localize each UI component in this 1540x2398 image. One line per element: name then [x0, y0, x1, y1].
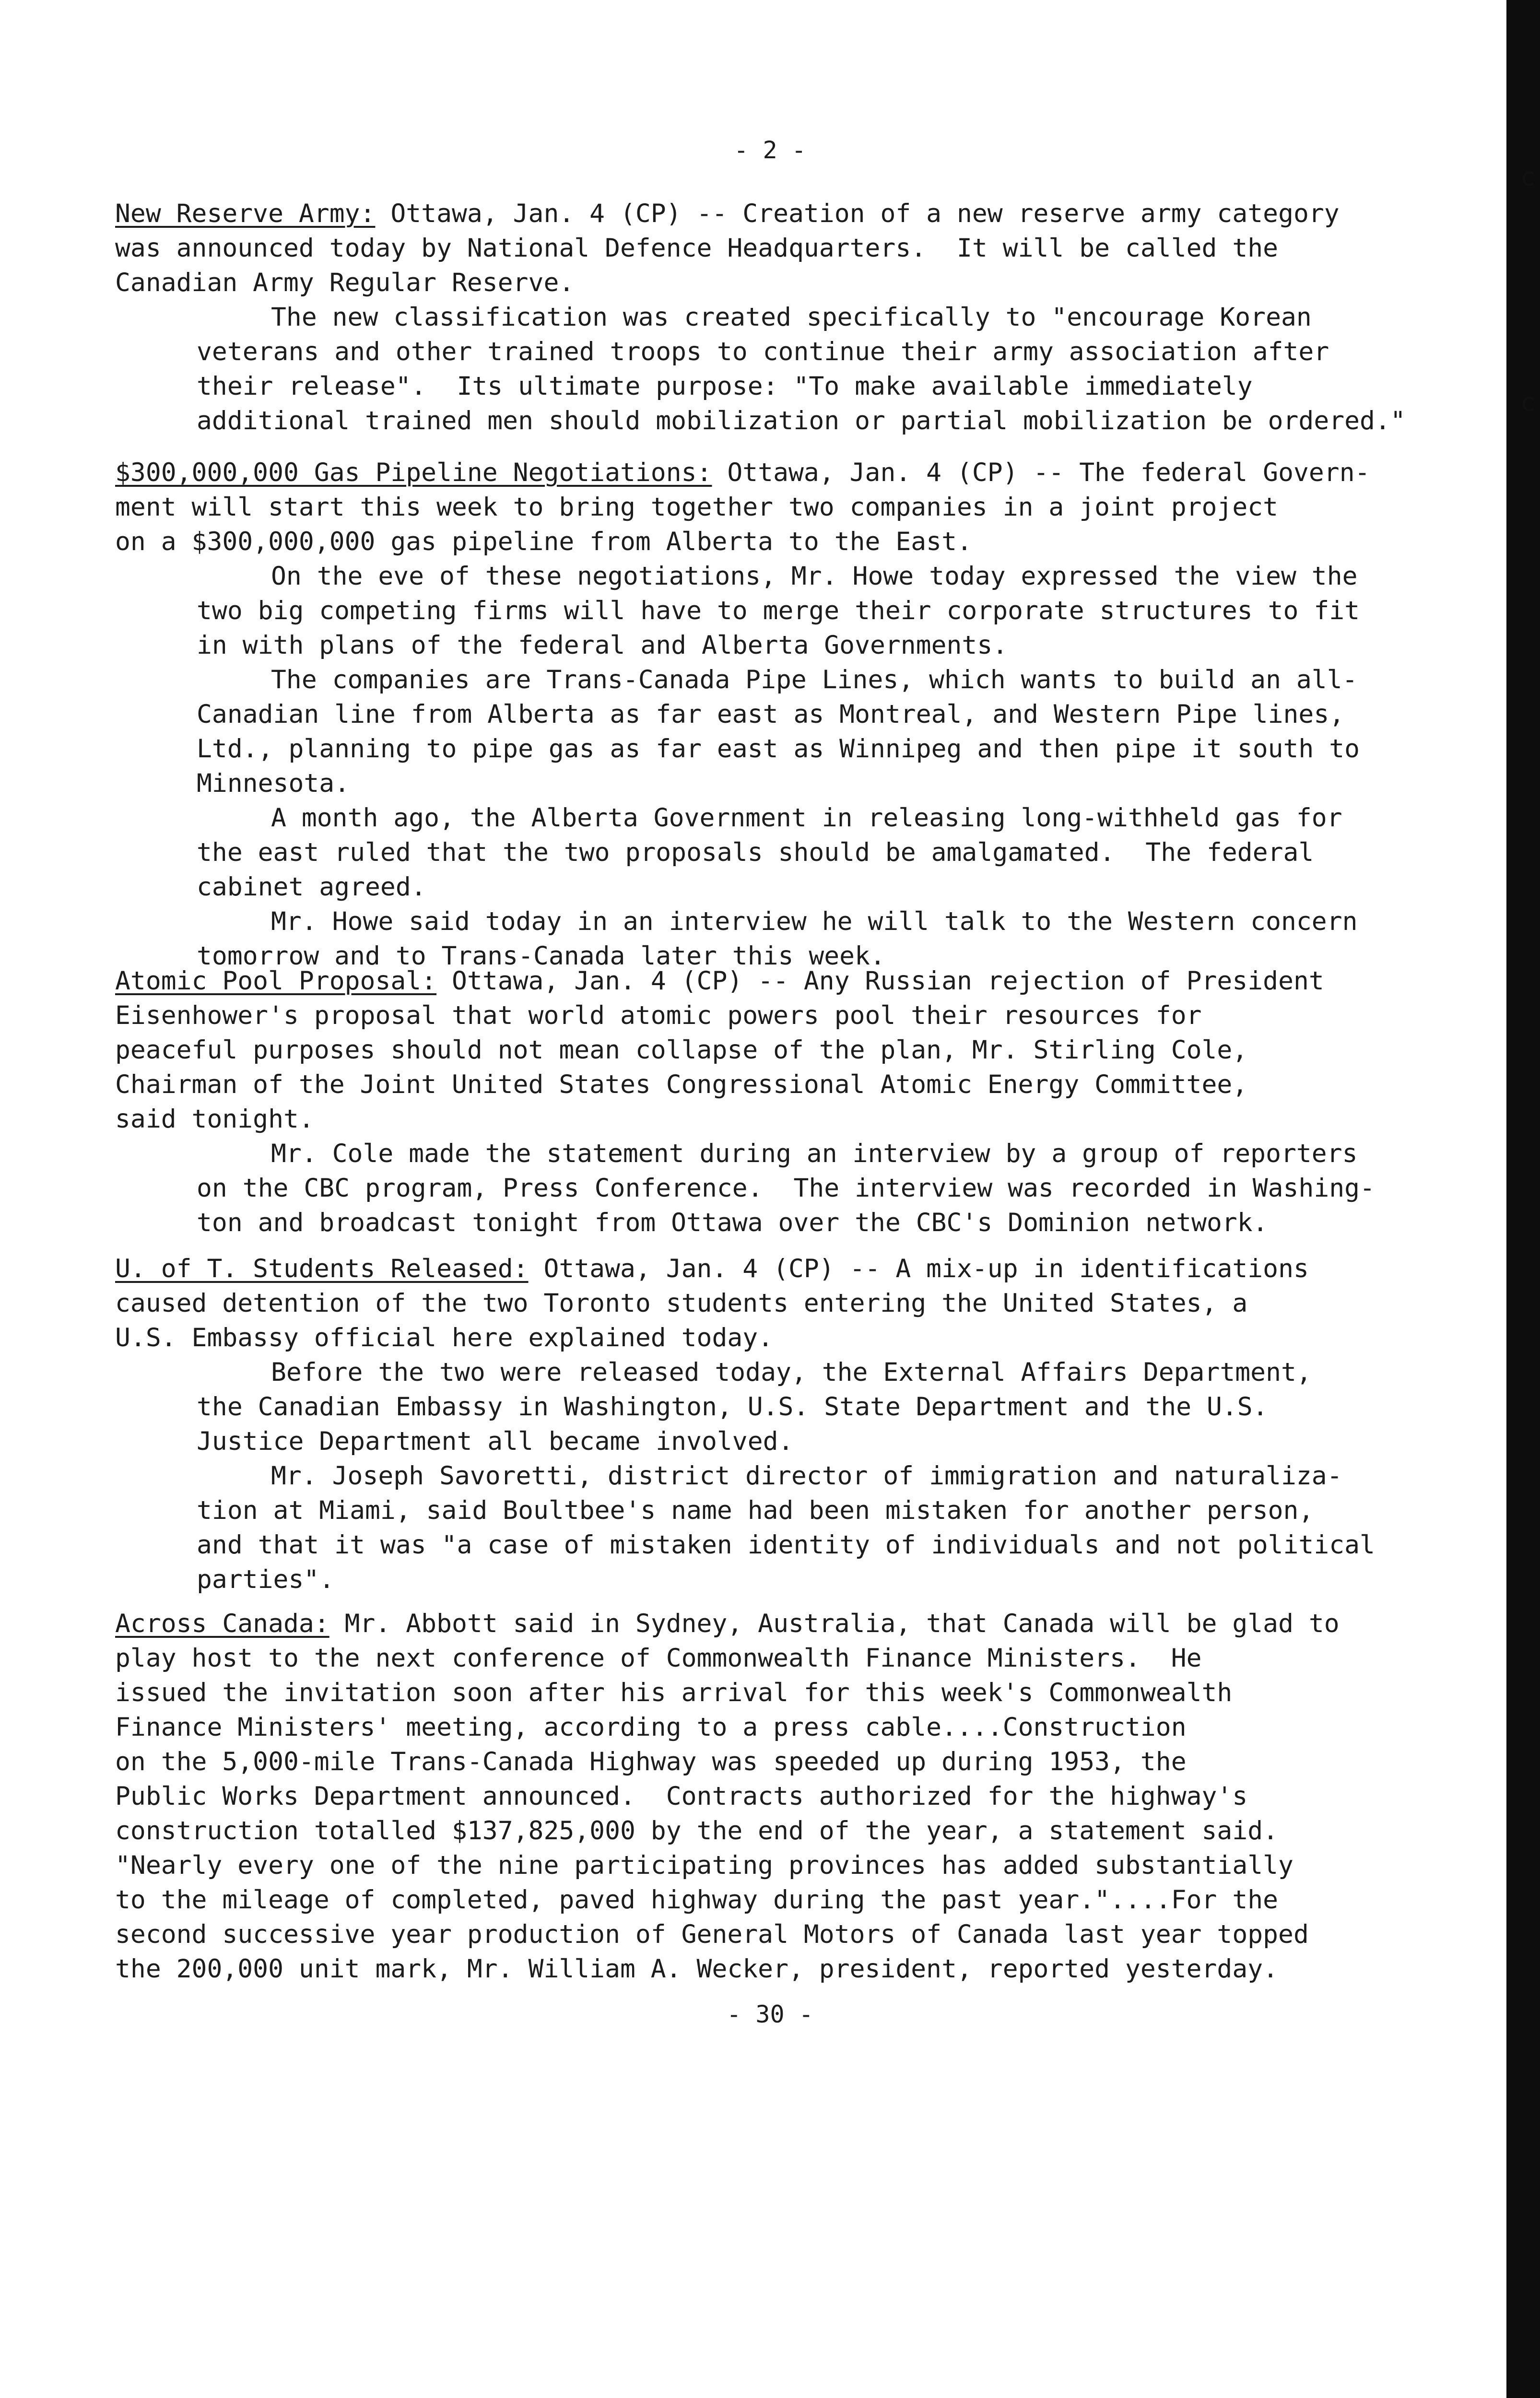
text-line: on the 5,000-mile Trans-Canada Highway was speeded up during 1953, the — [115, 1747, 1187, 1776]
article-paragraph — [115, 905, 1458, 974]
text-line: Public Works Department announced. Contracts authorized for the highway's — [115, 1782, 1248, 1811]
text-line: veterans and other trained troops to continue their army association after — [197, 337, 1329, 366]
article-lead — [115, 197, 1458, 300]
article-students-released — [115, 1252, 1458, 1597]
article-heading: Atomic Pool Proposal: — [115, 966, 437, 996]
text-line: On the eve of these negotiations, Mr. Howe today expressed the view the — [271, 562, 1358, 591]
text-line: Chairman of the Joint United States Congressional Atomic Energy Committee, — [115, 1070, 1248, 1099]
page-number-bottom: - 30 - — [727, 2000, 813, 2028]
page-number-top: - 2 - — [734, 136, 806, 164]
text-line: second successive year production of General Motors of Canada last year topped — [115, 1920, 1309, 1949]
text-line: was announced today by National Defence Headquarters. It will be called the — [115, 234, 1279, 263]
text-line: the east ruled that the two proposals should be amalgamated. The federal — [197, 838, 1314, 867]
text-line: Ottawa, Jan. 4 (CP) -- Creation of a new reserve army category — [375, 199, 1340, 228]
text-line: Ottawa, Jan. 4 (CP) -- The federal Govern- — [712, 458, 1370, 487]
text-line: Ltd., planning to pipe gas as far east as Winnipeg and then pipe it south to — [197, 734, 1360, 764]
text-line: on the CBC program, Press Conference. The interview was recorded in Washing- — [197, 1174, 1375, 1203]
text-line: Justice Department all became involved. — [197, 1427, 794, 1456]
text-line: cabinet agreed. — [197, 872, 426, 902]
article-lead — [115, 1607, 1458, 1987]
text-line: Finance Ministers' meeting, according to a press cable....Construction — [115, 1713, 1187, 1742]
text-line: Before the two were released today, the External Affairs Department, — [271, 1358, 1312, 1387]
text-line: said tonight. — [115, 1105, 314, 1134]
text-line: two big competing firms will have to merge their corporate structures to fit — [197, 596, 1360, 625]
text-line: Eisenhower's proposal that world atomic powers pool their resources for — [115, 1001, 1202, 1030]
article-lead — [115, 964, 1458, 1137]
text-line: parties". — [197, 1565, 335, 1594]
margin-mark: c — [1520, 388, 1536, 417]
text-line: tion at Miami, said Boultbee's name had been mistaken for another person, — [197, 1496, 1314, 1525]
text-line: peaceful purposes should not mean collapse of the plan, Mr. Stirling Cole, — [115, 1035, 1248, 1065]
text-line: Ottawa, Jan. 4 (CP) -- A mix-up in identifications — [528, 1254, 1309, 1283]
margin-mark: c — [1520, 163, 1536, 192]
text-line: Minnesota. — [197, 769, 350, 798]
article-paragraph — [115, 663, 1458, 801]
text-line: tomorrow and to Trans-Canada later this week. — [197, 941, 885, 971]
text-line: Mr. Howe said today in an interview he will talk to the Western concern — [271, 907, 1358, 936]
text-line: in with plans of the federal and Alberta Governments. — [197, 631, 1008, 660]
article-lead — [115, 1252, 1458, 1355]
text-line: The new classification was created specifically to "encourage Korean — [271, 303, 1312, 332]
article-paragraph — [115, 300, 1458, 438]
text-line: Ottawa, Jan. 4 (CP) -- Any Russian rejection of President — [436, 966, 1324, 996]
text-line: the Canadian Embassy in Washington, U.S. State Department and the U.S. — [197, 1392, 1268, 1422]
article-gas-pipeline — [115, 456, 1458, 974]
text-line: A month ago, the Alberta Government in releasing long-withheld gas for — [271, 803, 1342, 833]
text-line: the 200,000 unit mark, Mr. William A. Wecker, president, reported yesterday. — [115, 1954, 1279, 1984]
text-line: construction totalled $137,825,000 by the end of the year, a statement said. — [115, 1816, 1279, 1846]
article-atomic-pool — [115, 964, 1458, 1240]
text-line: "Nearly every one of the nine participating provinces has added substantially — [115, 1851, 1293, 1880]
article-paragraph — [115, 801, 1458, 905]
text-line: to the mileage of completed, paved highway during the past year."....For the — [115, 1885, 1279, 1915]
article-heading: Across Canada: — [115, 1609, 329, 1638]
article-heading: $300,000,000 Gas Pipeline Negotiations: — [115, 458, 712, 487]
article-paragraph — [115, 1137, 1458, 1240]
article-across-canada — [115, 1607, 1458, 1987]
text-line: caused detention of the two Toronto students entering the United States, a — [115, 1289, 1248, 1318]
text-line: and that it was "a case of mistaken identity of individuals and not political — [197, 1530, 1375, 1560]
text-line: ment will start this week to bring together two companies in a joint project — [115, 493, 1279, 522]
article-paragraph — [115, 1459, 1458, 1597]
text-line: Mr. Joseph Savoretti, district director of immigration and naturaliza- — [271, 1461, 1342, 1491]
article-paragraph — [115, 559, 1458, 663]
text-line: Mr. Abbott said in Sydney, Australia, that Canada will be glad to — [329, 1609, 1340, 1638]
text-line: their release". Its ultimate purpose: "To make available immediately — [197, 372, 1253, 401]
text-line: Canadian Army Regular Reserve. — [115, 268, 575, 297]
text-line: The companies are Trans-Canada Pipe Lines, which wants to build an all- — [271, 665, 1358, 694]
text-line: Canadian line from Alberta as far east as Montreal, and Western Pipe lines, — [197, 700, 1345, 729]
article-heading: New Reserve Army: — [115, 199, 376, 228]
article-heading: U. of T. Students Released: — [115, 1254, 529, 1283]
text-line: issued the invitation soon after his arrival for this week's Commonwealth — [115, 1678, 1233, 1707]
text-line: on a $300,000,000 gas pipeline from Alberta to the East. — [115, 527, 972, 556]
text-line: additional trained men should mobilization or partial mobilization be ordered." — [197, 406, 1406, 435]
article-paragraph — [115, 1355, 1458, 1459]
page-edge — [1506, 0, 1540, 2398]
text-line: ton and broadcast tonight from Ottawa over the CBC's Dominion network. — [197, 1208, 1268, 1237]
text-line: U.S. Embassy official here explained today. — [115, 1323, 774, 1352]
article-new-reserve-army — [115, 197, 1458, 438]
text-line: play host to the next conference of Commonwealth Finance Ministers. He — [115, 1644, 1202, 1673]
text-line: Mr. Cole made the statement during an interview by a group of reporters — [271, 1139, 1358, 1168]
article-lead — [115, 456, 1458, 559]
